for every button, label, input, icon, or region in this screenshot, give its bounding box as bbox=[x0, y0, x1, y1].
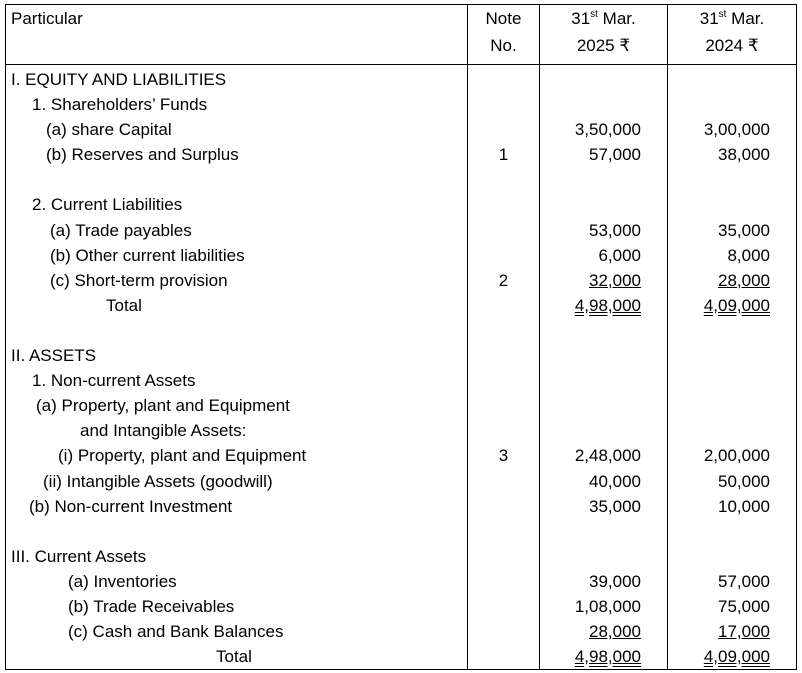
share-capital-label: (a) share Capital bbox=[46, 120, 172, 140]
inventories-2025: 39,000 bbox=[589, 571, 641, 591]
other-current-liabilities-2025: 6,000 bbox=[598, 245, 641, 265]
current-liabilities-label: 2. Current Liabilities bbox=[32, 195, 183, 215]
trade-payables-label: (a) Trade payables bbox=[50, 220, 192, 240]
section-equity-liabilities: I. EQUITY AND LIABILITIES bbox=[11, 70, 227, 89]
header-2025-date: 31st Mar. bbox=[571, 9, 636, 28]
intangible-assets-2024: 50,000 bbox=[718, 471, 770, 491]
short-term-provision-label: (c) Short-term provision bbox=[50, 270, 228, 290]
total-assets-2024: 4,09,000 bbox=[703, 647, 770, 667]
table-header-row bbox=[6, 5, 797, 65]
non-current-investment-2024: 10,000 bbox=[718, 496, 770, 516]
total-liabilities-label: Total bbox=[106, 295, 142, 315]
reserves-surplus-2025: 57,000 bbox=[589, 145, 641, 165]
non-current-assets-label: 1. Non-current Assets bbox=[32, 371, 196, 391]
cash-bank-2025: 28,000 bbox=[589, 622, 641, 642]
non-current-investment-label: (b) Non-current Investment bbox=[29, 496, 233, 516]
header-2024-date: 31st Mar. bbox=[699, 9, 765, 28]
header-particular-label: Particular bbox=[11, 9, 83, 28]
header-note-line1: Note bbox=[485, 9, 522, 28]
reserves-surplus-2024: 38,000 bbox=[718, 145, 770, 165]
amount-2025-column bbox=[540, 65, 668, 670]
trade-receivables-2024: 75,000 bbox=[718, 596, 770, 616]
short-term-provision-2024: 28,000 bbox=[718, 270, 770, 290]
ppe-2025: 2,48,000 bbox=[574, 446, 641, 466]
non-current-investment-2025: 35,000 bbox=[589, 496, 641, 516]
section-assets: II. ASSETS bbox=[11, 346, 97, 366]
note-3: 3 bbox=[498, 446, 509, 466]
inventories-2024: 57,000 bbox=[718, 571, 770, 591]
ppe-2024: 2,00,000 bbox=[703, 446, 770, 466]
cash-bank-2024: 17,000 bbox=[718, 622, 770, 642]
header-2024-year: 2024 ₹ bbox=[705, 36, 759, 55]
header-particular bbox=[6, 5, 468, 65]
amount-2024-column bbox=[668, 65, 797, 670]
note-column bbox=[468, 65, 540, 670]
table-body-row bbox=[6, 65, 797, 670]
ppe-intangible-heading-1: (a) Property, plant and Equipment bbox=[36, 396, 290, 416]
share-capital-2025: 3,50,000 bbox=[574, 120, 641, 140]
total-liabilities-2025: 4,98,000 bbox=[574, 295, 641, 315]
trade-payables-2024: 35,000 bbox=[718, 220, 770, 240]
header-2025 bbox=[540, 5, 668, 65]
header-2024 bbox=[668, 5, 797, 65]
ppe-label: (i) Property, plant and Equipment bbox=[58, 446, 307, 466]
total-liabilities-2024: 4,09,000 bbox=[703, 295, 770, 315]
intangible-assets-2025: 40,000 bbox=[589, 471, 641, 491]
note-2: 2 bbox=[498, 270, 509, 290]
share-capital-2024: 3,00,000 bbox=[703, 120, 770, 140]
header-note-line2: No. bbox=[490, 36, 517, 55]
header-note bbox=[468, 5, 540, 65]
reserves-surplus-label: (b) Reserves and Surplus bbox=[46, 145, 239, 165]
intangible-assets-label: (ii) Intangible Assets (goodwill) bbox=[43, 471, 273, 491]
note-1: 1 bbox=[498, 145, 509, 165]
shareholders-funds-label: 1. Shareholders’ Funds bbox=[32, 95, 208, 115]
short-term-provision-2025: 32,000 bbox=[589, 270, 641, 290]
other-current-liabilities-label: (b) Other current liabilities bbox=[50, 245, 245, 265]
trade-receivables-label: (b) Trade Receivables bbox=[68, 596, 235, 616]
trade-receivables-2025: 1,08,000 bbox=[574, 596, 641, 616]
header-2025-year: 2025 ₹ bbox=[576, 36, 631, 55]
section-current-assets: III. Current Assets bbox=[11, 546, 147, 566]
ppe-intangible-heading-2: and Intangible Assets: bbox=[80, 421, 247, 441]
inventories-label: (a) Inventories bbox=[68, 571, 177, 591]
cash-bank-label: (c) Cash and Bank Balances bbox=[68, 622, 284, 642]
trade-payables-2025: 53,000 bbox=[589, 220, 641, 240]
total-assets-2025: 4,98,000 bbox=[574, 647, 641, 667]
total-assets-label: Total bbox=[216, 647, 252, 667]
particulars-column bbox=[6, 65, 468, 670]
balance-sheet-table bbox=[5, 4, 797, 670]
other-current-liabilities-2024: 8,000 bbox=[727, 245, 770, 265]
